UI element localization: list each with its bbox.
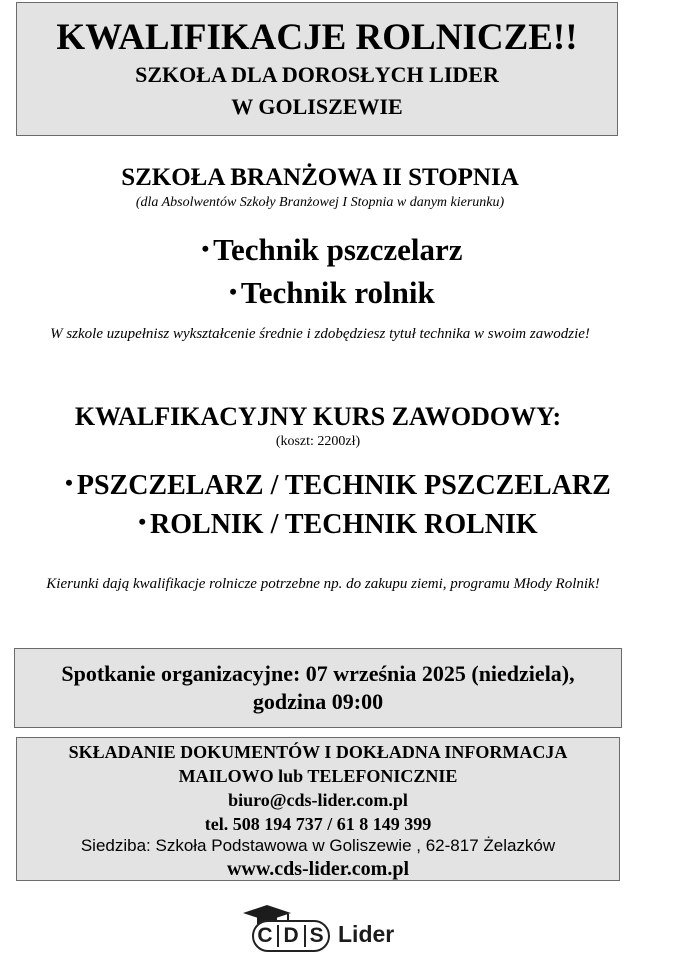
cds-lider-logo bbox=[238, 904, 418, 954]
logo-divider bbox=[304, 925, 306, 947]
page-title: KWALIFIKACJE ROLNICZE!! bbox=[56, 17, 578, 58]
course-item bbox=[0, 465, 676, 504]
meeting-date: Spotkanie organizacyjne: 07 września 2025 (niedziela), bbox=[61, 661, 575, 686]
course-heading: KWALFIKACYJNY KURS ZAWODOWY: bbox=[74, 402, 562, 431]
school-name: SZKOŁA DLA DOROSŁYCH LIDER bbox=[135, 62, 499, 87]
bullet-icon: • bbox=[138, 509, 147, 534]
course-cost: (koszt: 2200zł) bbox=[275, 434, 361, 449]
contact-address: Siedziba: Szkoła Podstawowa w Goliszewie , 62-817 Żelazków bbox=[80, 836, 556, 855]
meeting-info bbox=[14, 660, 622, 716]
major-item bbox=[0, 229, 664, 270]
contact-email[interactable]: biuro@cds-lider.com.pl bbox=[228, 790, 408, 810]
bullet-icon: • bbox=[201, 236, 210, 261]
major-item bbox=[0, 272, 664, 313]
school-description: W szkole uzupełnisz wykształcenie średnie i zdobędziesz tytuł technika w swoim zawodzie! bbox=[50, 326, 590, 342]
logo-letter: D bbox=[283, 924, 300, 947]
course-label: PSZCZELARZ / TECHNIK PSZCZELARZ bbox=[76, 470, 611, 501]
bullet-icon: • bbox=[65, 470, 73, 495]
meeting-time: godzina 09:00 bbox=[252, 689, 384, 714]
course-label: ROLNIK / TECHNIK ROLNIK bbox=[150, 509, 538, 540]
logo-letters bbox=[252, 920, 330, 952]
contact-method: MAILOWO lub TELEFONICZNIE bbox=[178, 766, 458, 786]
logo-divider bbox=[277, 925, 279, 947]
course-item bbox=[0, 504, 676, 543]
major-label: Technik pszczelarz bbox=[213, 232, 463, 267]
school-requirement-note: (dla Absolwentów Szkoły Branżowej I Stopnia w danym kierunku) bbox=[135, 195, 505, 210]
school-heading: SZKOŁA BRANŻOWA II STOPNIA bbox=[121, 164, 519, 191]
course-description: Kierunki dają kwalifikacje rolnicze potrzebne np. do zakupu ziemi, programu Młody Rolnik! bbox=[46, 576, 600, 592]
logo-letter: S bbox=[309, 924, 325, 947]
logo-word: Lider bbox=[338, 921, 395, 947]
major-label: Technik rolnik bbox=[240, 275, 435, 310]
bullet-icon: • bbox=[229, 279, 237, 304]
contact-heading: SKŁADANIE DOKUMENTÓW I DOKŁADNA INFORMACJA bbox=[68, 742, 568, 762]
contact-website[interactable]: www.cds-lider.com.pl bbox=[226, 858, 410, 880]
logo-letter: C bbox=[257, 924, 274, 947]
school-location: W GOLISZEWIE bbox=[231, 94, 403, 119]
contact-phone[interactable]: tel. 508 194 737 / 61 8 149 399 bbox=[204, 814, 432, 834]
